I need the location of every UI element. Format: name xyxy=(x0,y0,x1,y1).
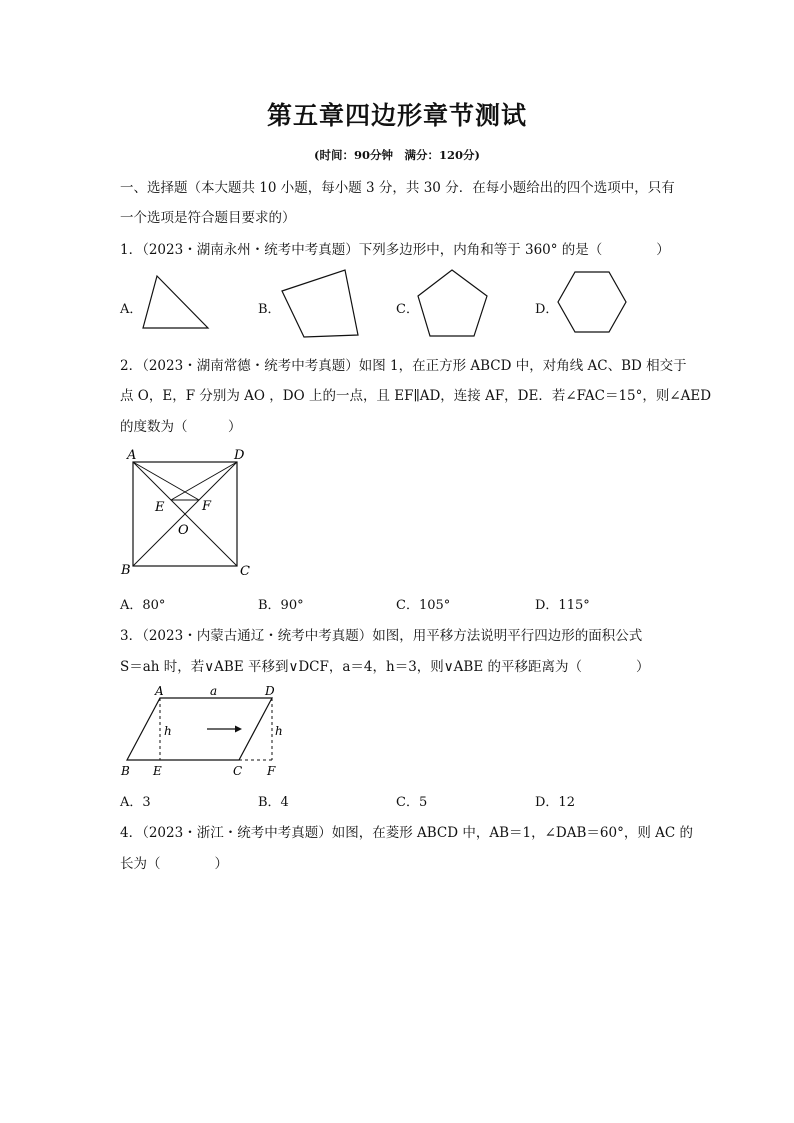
page-title: 第五章四边形章节测试 xyxy=(266,101,527,130)
q3-option-c: C．5 xyxy=(396,795,428,810)
q3-label-h-right: h xyxy=(275,724,283,738)
q3-label-f: F xyxy=(267,764,276,778)
q2-label-o: O xyxy=(178,523,189,538)
question-3-line2: S＝ah 时，若∨ABE 平移到∨DCF，a＝4，h＝3，则∨ABE 的平移距离为（ ） xyxy=(120,659,650,675)
section-heading-line1: 一、选择题（本大题共 10 小题，每小题 3 分，共 30 分．在每小题给出的四个选项中，只有 xyxy=(120,180,675,196)
q3-option-d: D．12 xyxy=(535,795,575,810)
question-1-text: 1．（2023・湖南永州・统考中考真题）下列多边形中，内角和等于 360° 的是（ ） xyxy=(120,242,670,258)
q2-option-a: A．80° xyxy=(120,598,166,613)
q2-label-b: B xyxy=(121,563,131,578)
q3-option-b: B．4 xyxy=(258,795,289,810)
question-3-line1: 3．（2023・内蒙古通辽・统考中考真题）如图，用平移方法说明平行四边形的面积公式 xyxy=(120,628,643,644)
q1-option-c-label: C． xyxy=(396,302,419,317)
hexagon-figure xyxy=(554,268,632,338)
q3-label-d: D xyxy=(265,684,275,698)
q3-label-a: A xyxy=(155,684,164,698)
question-4-line1: 4．（2023・浙江・统考中考真题）如图，在菱形 ABCD 中，AB＝1，∠DAB＝60°，则 AC 的 xyxy=(120,825,694,841)
question-4-line2: 长为（ ） xyxy=(120,856,228,872)
section-heading-line2: 一个选项是符合题目要求的） xyxy=(120,210,296,226)
q1-option-a-label: A． xyxy=(120,302,143,317)
question-2-line3: 的度数为（ ） xyxy=(120,419,242,435)
q2-option-c: C．105° xyxy=(396,598,451,613)
q3-option-a: A．3 xyxy=(120,795,151,810)
q3-label-e: E xyxy=(153,764,162,778)
q2-label-f: F xyxy=(202,499,212,514)
q2-label-d: D xyxy=(234,448,245,463)
q2-label-e: E xyxy=(155,500,165,515)
q2-option-d: D．115° xyxy=(535,598,590,613)
square-diagram xyxy=(115,444,260,584)
q1-option-d-label: D． xyxy=(535,302,559,317)
q3-label-h-left: h xyxy=(164,724,172,738)
q2-label-a: A xyxy=(127,448,137,463)
q3-label-b: B xyxy=(121,764,130,778)
triangle-figure xyxy=(138,272,214,334)
parallelogram-diagram xyxy=(115,680,295,780)
quadrilateral-figure xyxy=(278,266,364,342)
question-2-line2: 点 O，E，F 分别为 AO ，DO 上的一点，且 EF∥AD，连接 AF，DE．若∠FAC＝15°，则∠AED xyxy=(120,388,712,404)
question-2-line1: 2．（2023・湖南常德・统考中考真题）如图 1，在正方形 ABCD 中，对角线 AC、BD 相交于 xyxy=(120,358,687,374)
q3-label-c: C xyxy=(233,764,243,778)
pentagon-figure xyxy=(414,266,494,342)
q2-option-b: B．90° xyxy=(258,598,304,613)
q3-label-side-a: a xyxy=(210,684,218,698)
q1-option-b-label: B． xyxy=(258,302,281,317)
exam-info: (时间：90分钟 满分：120分) xyxy=(314,148,480,162)
q2-label-c: C xyxy=(240,564,250,579)
